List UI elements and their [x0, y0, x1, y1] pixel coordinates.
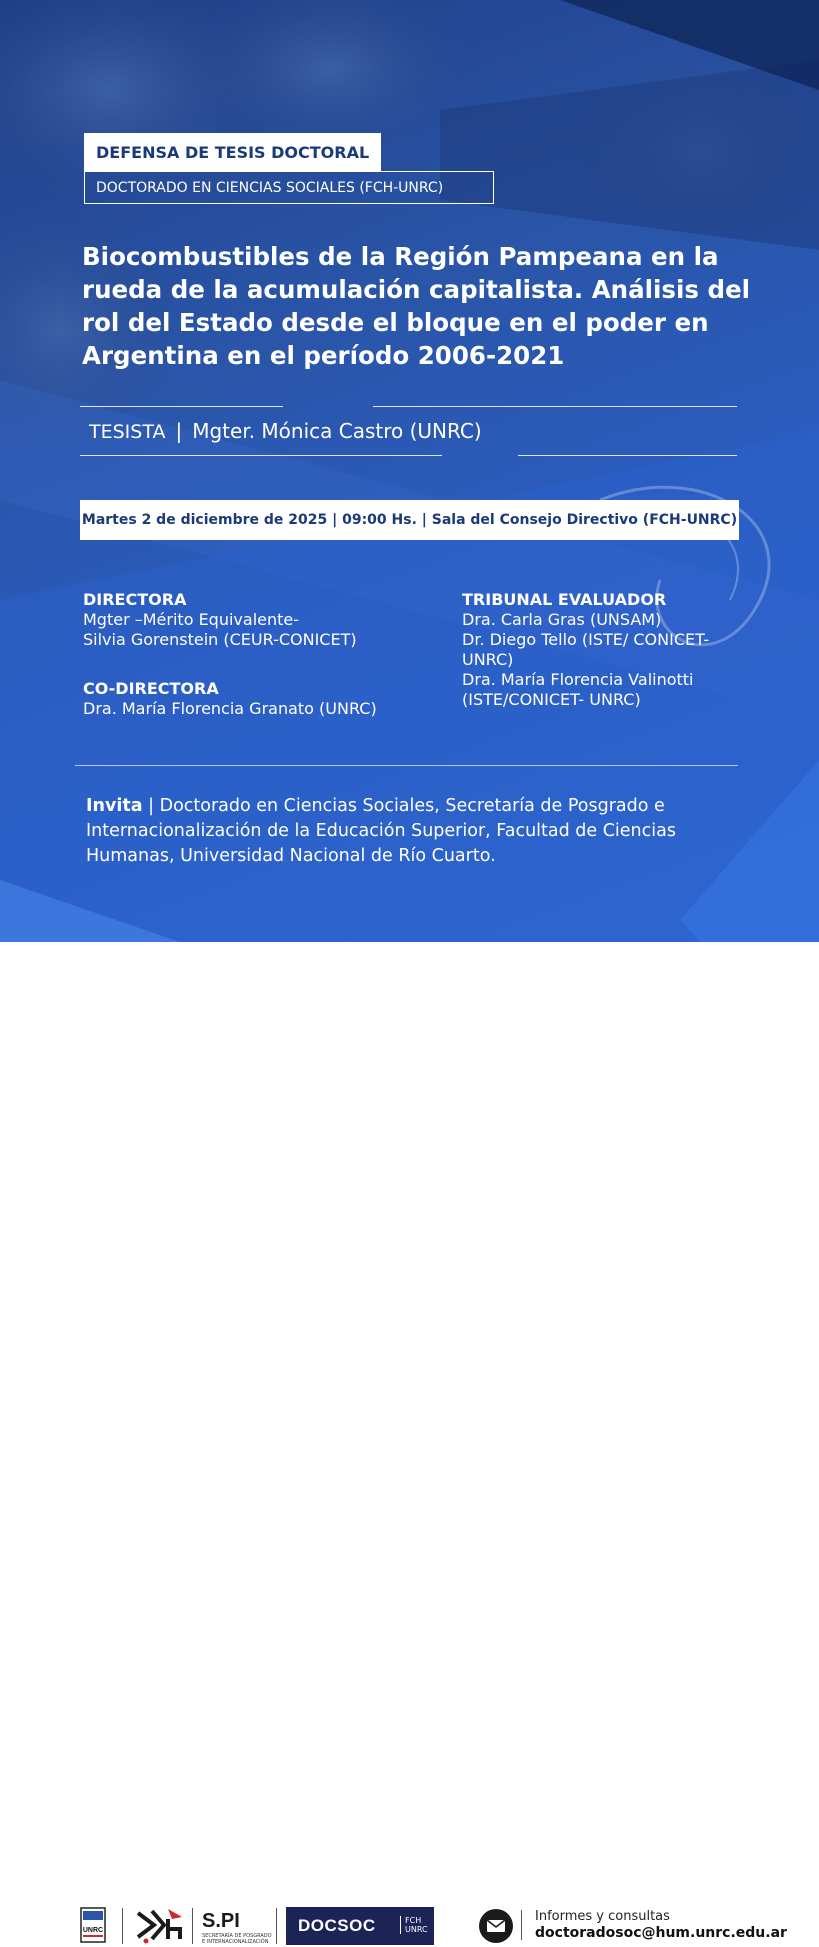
- divider: [122, 1908, 123, 1944]
- defense-tag: DEFENSA DE TESIS DOCTORAL: [84, 133, 381, 171]
- divider: [80, 406, 283, 407]
- tribunal-block: [462, 590, 709, 710]
- codirectora-line: Dra. María Florencia Granato (UNRC): [83, 699, 377, 718]
- directora-block: [83, 590, 357, 650]
- codirectora-block: [83, 679, 377, 719]
- info-label: Informes y consultas: [535, 1909, 670, 1924]
- directora-line: Mgter –Mérito Equivalente-: [83, 610, 300, 629]
- invita-body: Doctorado en Ciencias Sociales, Secretaría de Posgrado e Internacionalización de la Educación Superior, Facultad de Ciencias Humanas, Universidad Nacional de Río Cuarto.: [86, 796, 676, 866]
- invita-label: Invita: [86, 796, 143, 816]
- spi-logo-text: S.PI: [202, 1910, 240, 1932]
- divider: [80, 455, 442, 456]
- tribunal-member: (ISTE/CONICET- UNRC): [462, 690, 641, 709]
- tesista-label: TESISTA: [89, 421, 166, 443]
- docsoc-sub-fch: FCH: [405, 1916, 422, 1925]
- tesista-separator: |: [175, 419, 183, 443]
- tribunal-heading: TRIBUNAL EVALUADOR: [462, 590, 667, 609]
- divider: [192, 1908, 193, 1944]
- spi-logo-subtext: SECRETARÍA DE POSGRADO E INTERNACIONALIZACIÓN: [202, 1933, 272, 1945]
- footer: [0, 942, 819, 1945]
- docsoc-logo: [286, 1907, 434, 1945]
- unrc-logo: [79, 1905, 107, 1945]
- divider: [518, 455, 737, 456]
- tribunal-member: Dra. Carla Gras (UNSAM): [462, 610, 662, 629]
- docsoc-sub-unrc: UNRC: [405, 1925, 428, 1934]
- divider: [276, 1908, 277, 1944]
- tribunal-member: UNRC): [462, 650, 514, 669]
- tribunal-member: Dra. María Florencia Valinotti: [462, 670, 694, 689]
- tesista-name: Mgter. Mónica Castro (UNRC): [192, 419, 482, 443]
- spi-logo: [202, 1910, 272, 1945]
- divider: [521, 1910, 522, 1940]
- tribunal-member: Dr. Diego Tello (ISTE/ CONICET-: [462, 630, 710, 649]
- unrc-logo-text: UNRC: [82, 1927, 104, 1934]
- info-email[interactable]: doctoradosoc@hum.unrc.edu.ar: [535, 1925, 787, 1941]
- directora-line: Silvia Gorenstein (CEUR-CONICET): [83, 630, 357, 649]
- event-details: Martes 2 de diciembre de 2025 | 09:00 Hs. | Sala del Consejo Directivo (FCH-UNRC): [80, 500, 739, 540]
- invita-separator: |: [142, 796, 160, 816]
- codirectora-heading: CO-DIRECTORA: [83, 679, 219, 698]
- tesista-line: [89, 419, 482, 443]
- invita-text: [86, 794, 736, 869]
- poster: [0, 0, 819, 942]
- divider: [75, 765, 738, 766]
- directora-heading: DIRECTORA: [83, 590, 187, 609]
- thesis-title: Biocombustibles de la Región Pampeana en la rueda de la acumulación capitalista. Análisis del rol del Estado desde el bloque en el poder en Argentina en el período 2006-2021: [82, 242, 751, 370]
- envelope-icon: [479, 1909, 513, 1943]
- program-tag: DOCTORADO EN CIENCIAS SOCIALES (FCH-UNRC): [84, 171, 494, 204]
- docsoc-logo-sub: [400, 1916, 428, 1934]
- docsoc-logo-text: DOCSOC: [298, 1916, 376, 1935]
- fch-logo: [134, 1905, 186, 1945]
- divider: [373, 406, 737, 407]
